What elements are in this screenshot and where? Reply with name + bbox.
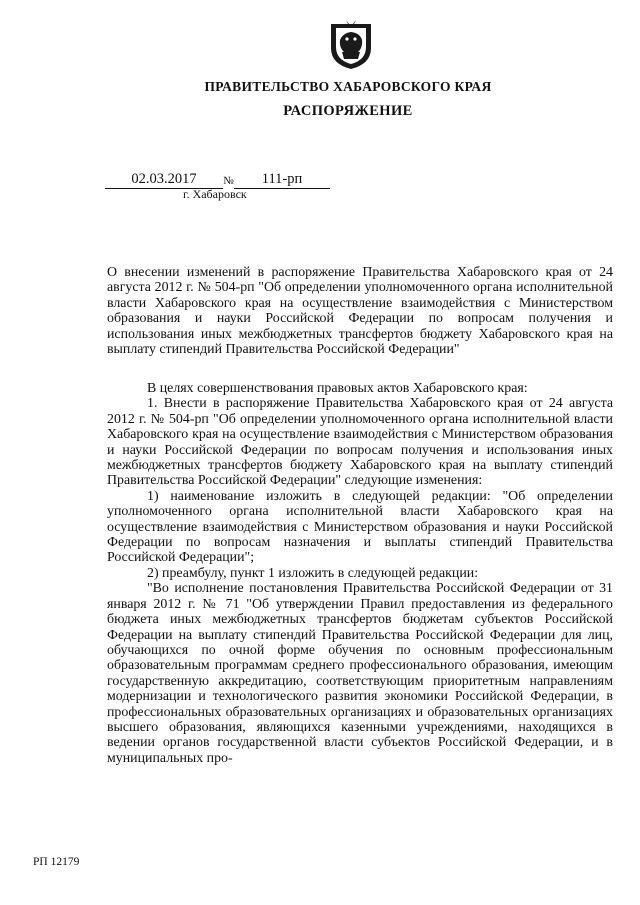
body-paragraph-subitem-1: 1) наименование изложить в следующей редакции: "Об определении уполномоченного органа исполнительной власти Хабаровского края на осуществление взаимодействия с Министерством образования и науки Российской Федерации по вопросам назначения и выплаты стипендий Правительства Российской Федерации"; bbox=[107, 488, 613, 566]
document-body bbox=[107, 381, 613, 766]
document-kind-heading: РАСПОРЯЖЕНИЕ bbox=[283, 103, 413, 119]
body-paragraph-intro: В целях совершенствования правовых актов Хабаровского края: bbox=[147, 381, 528, 396]
document-subject: О внесении изменений в распоряжение Правительства Хабаровского края от 24 августа 2012 г. № 504-рп "Об определении уполномоченного органа исполнительной власти Хабаровского края на осуществление взаимодействия с Министерством образования и науки Российской Федерации по вопросам получения и использования иных межбюджетных трансфертов бюджету Хабаровского края на выплату стипендий Правительства Российской Федерации" bbox=[107, 265, 613, 358]
body-paragraph-item-1: 1. Внести в распоряжение Правительства Хабаровского края от 24 августа 2012 г. № 504-рп "Об определении уполномоченного органа исполнительной власти Хабаровского края на осуществление взаимодействия с Министерством образования и науки Российской Федерации по вопросам получения и использования иных межбюджетных трансфертов бюджету Хабаровского края на выплату стипендий Правительства Российской Федерации" следующие изменения: bbox=[107, 396, 613, 489]
body-paragraph-quoted-preamble: "Во исполнение постановления Правительства Российской Федерации от 31 января 2012 г. № 71 "Об утверждении Правил предоставления из федерального бюджета иных межбюджетных трансфертов бюджетам субъектов Российской Федерации на выплату стипендий Правительства Российской Федерации для лиц, обучающихся по очной форме обучения по основным профессиональным образовательным программам среднего профессионального образования, имеющим государственную аккредитацию, соответствующим приоритетным направлениям модернизации и технологического развития экономики Российской Федерации, в профессиональных образовательных организациях и образовательных организациях высшего образования, являющихся казенными учреждениями, находящихся в ведении органов государственной власти субъектов Российской Федерации, и в муниципальных про- bbox=[107, 581, 613, 766]
coat-of-arms-emblem bbox=[328, 18, 374, 70]
document-number: 111-рп bbox=[234, 171, 330, 189]
document-date: 02.03.2017 bbox=[105, 171, 223, 189]
body-paragraph-subitem-2: 2) преамбулу, пункт 1 изложить в следующей редакции: bbox=[147, 565, 479, 581]
government-title: ПРАВИТЕЛЬСТВО ХАБАРОВСКОГО КРАЯ bbox=[204, 79, 492, 94]
number-sign: № bbox=[223, 175, 234, 187]
document-place: г. Хабаровск bbox=[183, 187, 247, 201]
footer-registration-code: РП 12179 bbox=[33, 856, 80, 868]
